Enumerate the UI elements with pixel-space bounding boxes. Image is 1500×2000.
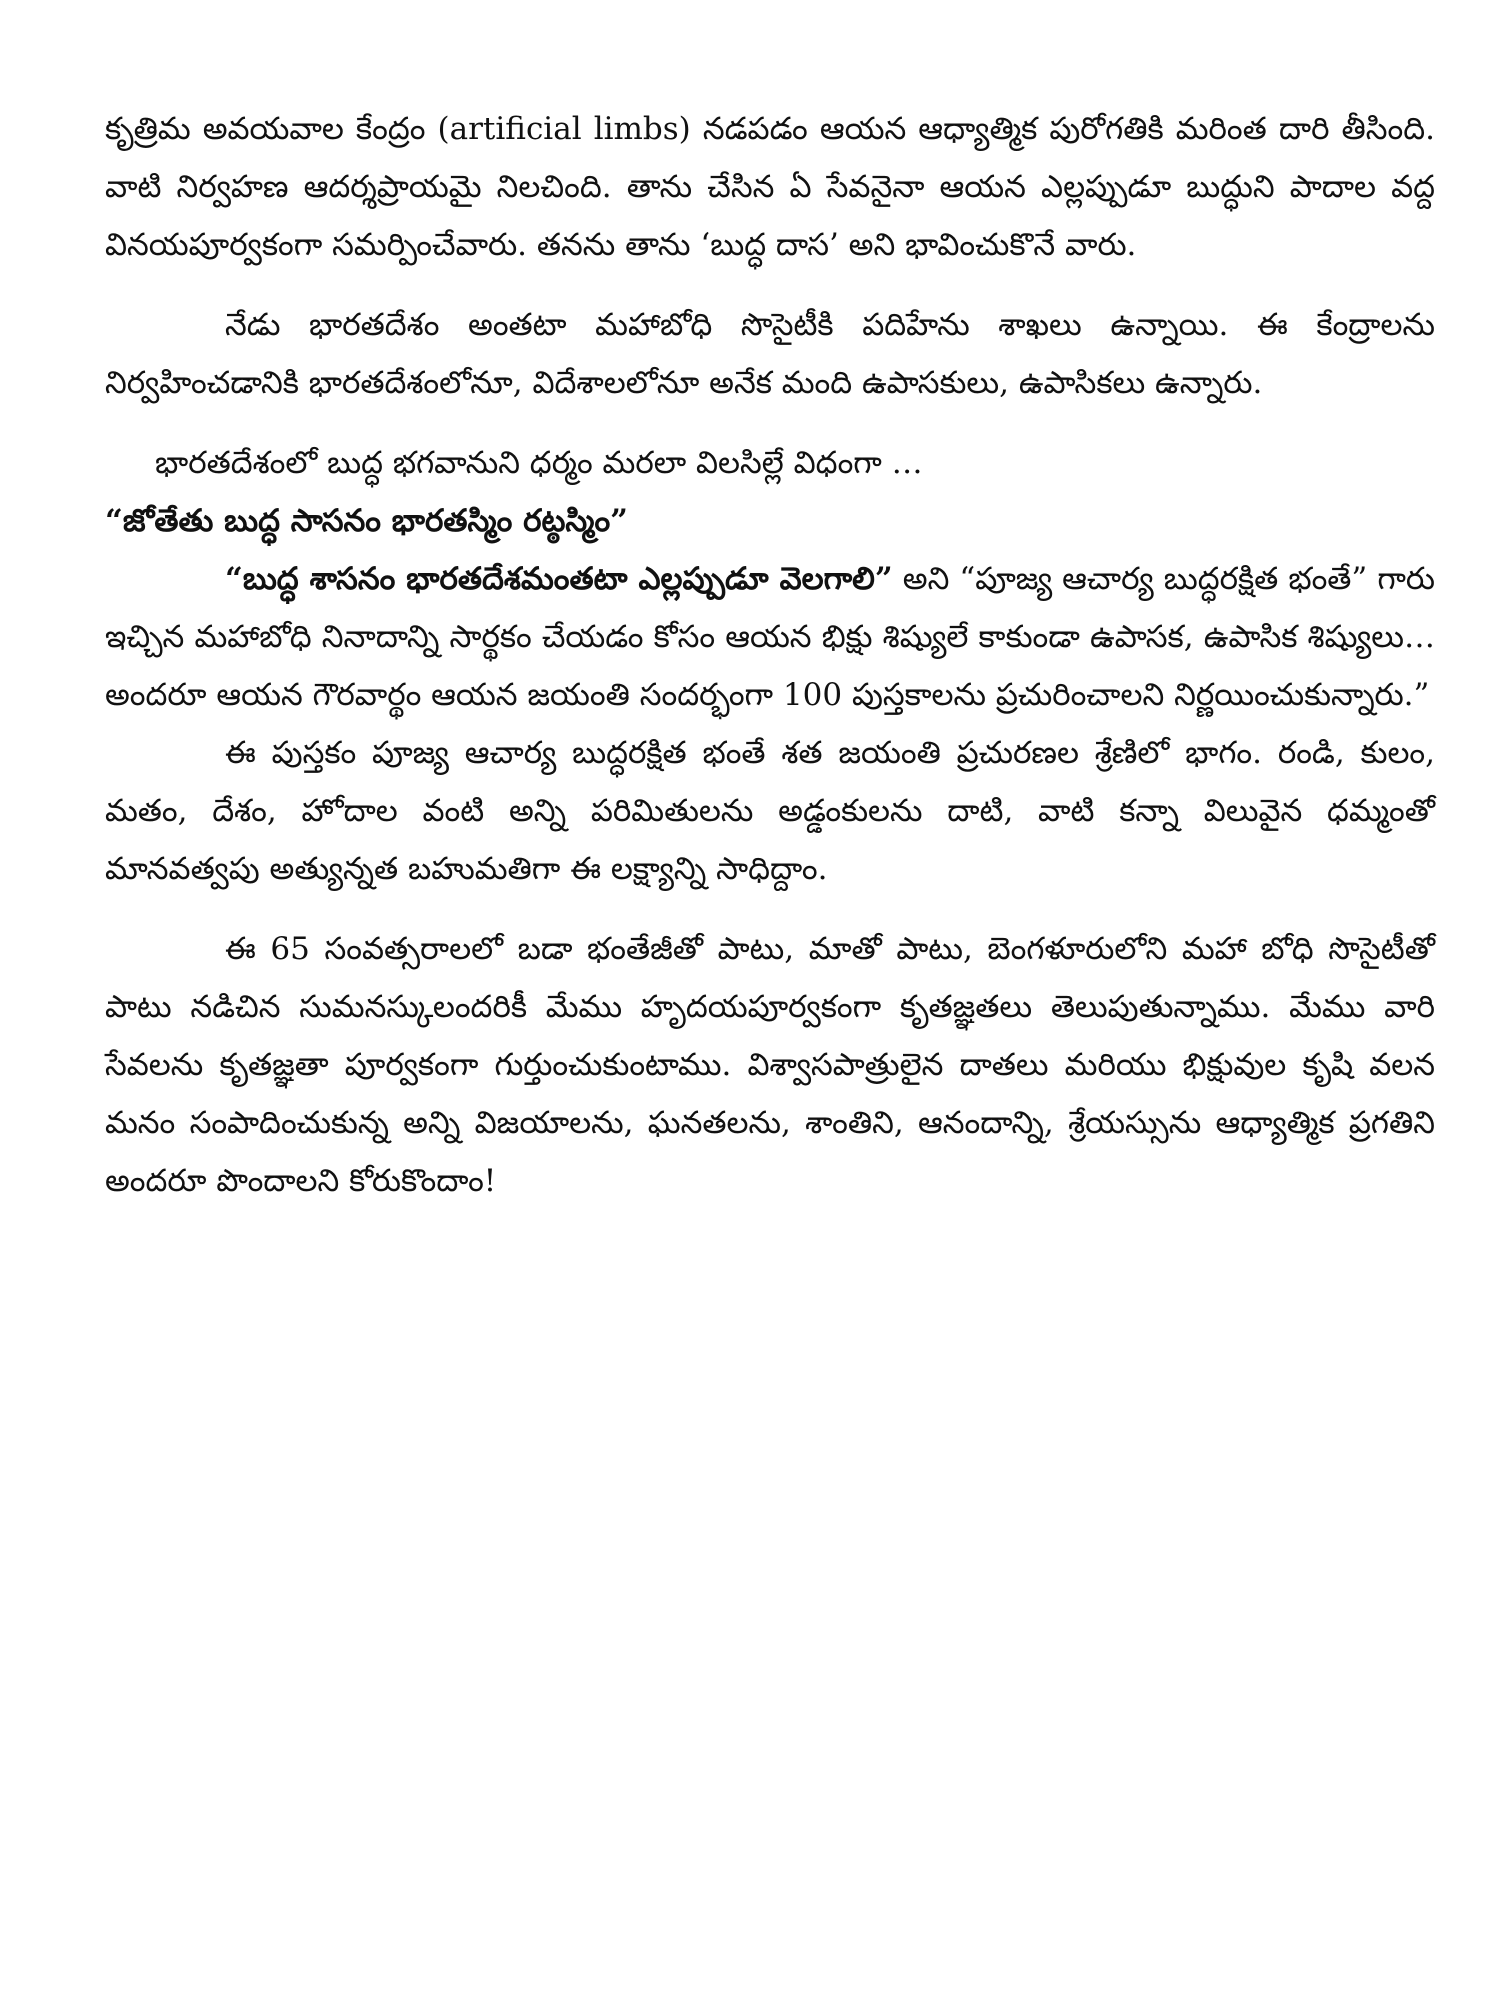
slogan-translation-bold: “బుద్ధ శాసనం భారతదేశమంతటా ఎల్లప్పుడూ వెలగాలి”	[225, 561, 893, 597]
paragraph-artificial-limbs: కృత్రిమ అవయవాల కేంద్రం (artificial limbs) నడపడం ఆయన ఆధ్యాత్మిక పురోగతికి మరింత దారి తీసింది. వాటి నిర్వహణ ఆదర్శప్రాయమై నిలచింది. తాను చేసిన ఏ సేవనైనా ఆయన ఎల్లప్పుడూ బుద్ధుని పాదాల వద్ద వినయపూర్వకంగా సమర్పించేవారు. తనను తాను ‘బుద్ధ దాస’ అని భావించుకొనే వారు.	[105, 111, 1435, 263]
document-body	[105, 100, 1435, 1210]
slogan-translation-rest: అని “పూజ్య ఆచార్య బుద్ధరక్షిత భంతే” గారు ఇచ్చిన మహాబోధి నినాదాన్ని సార్థకం చేయడం కోసం ఆయన భిక్షు శిష్యులే కాకుండా ఉపాసక, ఉపాసిక శిష్యులు… అందరూ ఆయన గౌరవార్థం ఆయన జయంతి సందర్భంగా 100 పుస్తకాలను ప్రచురించాలని నిర్ణయించుకున్నారు.”	[105, 561, 1435, 713]
paragraph-gratitude: ఈ 65 సంవత్సరాలలో బడా భంతేజీతో పాటు, మాతో పాటు, బెంగళూరులోని మహా బోధి సొసైటీతో పాటు నడిచిన సుమనస్కులందరికీ మేము హృదయపూర్వకంగా కృతజ్ఞతలు తెలుపుతున్నాము. మేము వారి సేవలను కృతజ్ఞతా పూర్వకంగా గుర్తుంచుకుంటాము. విశ్వాసపాత్రులైన దాతలు మరియు భిక్షువుల కృషి వలన మనం సంపాదించుకున్న అన్ని విజయాలను, ఘనతలను, శాంతిని, ఆనందాన్ని, శ్రేయస్సును ఆధ్యాత్మిక ప్రగతిని అందరూ పొందాలని కోరుకొందాం!	[105, 931, 1435, 1199]
paragraph-branches: నేడు భారతదేశం అంతటా మహాబోధి సొసైటీకి పదిహేను శాఖలు ఉన్నాయి. ఈ కేంద్రాలను నిర్వహించడానికి భారతదేశంలోనూ, విదేశాలలోనూ అనేక మంది ఉపాసకులు, ఉపాసికలు ఉన్నారు.	[105, 307, 1435, 401]
pali-slogan: “జోతేతు బుద్ధ సాసనం భారతస్మిం రట్ఠస్మిం”	[105, 503, 628, 539]
paragraph-slogan-translation	[105, 550, 1435, 724]
paragraph-centenary-series: ఈ పుస్తకం పూజ్య ఆచార్య బుద్ధరక్షిత భంతే శత జయంతి ప్రచురణల శ్రేణిలో భాగం. రండి, కులం, మతం, దేశం, హోదాల వంటి అన్ని పరిమితులను అడ్డంకులను దాటి, వాటి కన్నా విలువైన ధమ్మంతో మానవత్వపు అత్యున్నత బహుమతిగా ఈ లక్ష్యాన్ని సాధిద్దాం.	[105, 735, 1435, 887]
paragraph-dhamma-intro: భారతదేశంలో బుద్ధ భగవానుని ధర్మం మరలా విలసిల్లే విధంగా …	[155, 445, 923, 481]
